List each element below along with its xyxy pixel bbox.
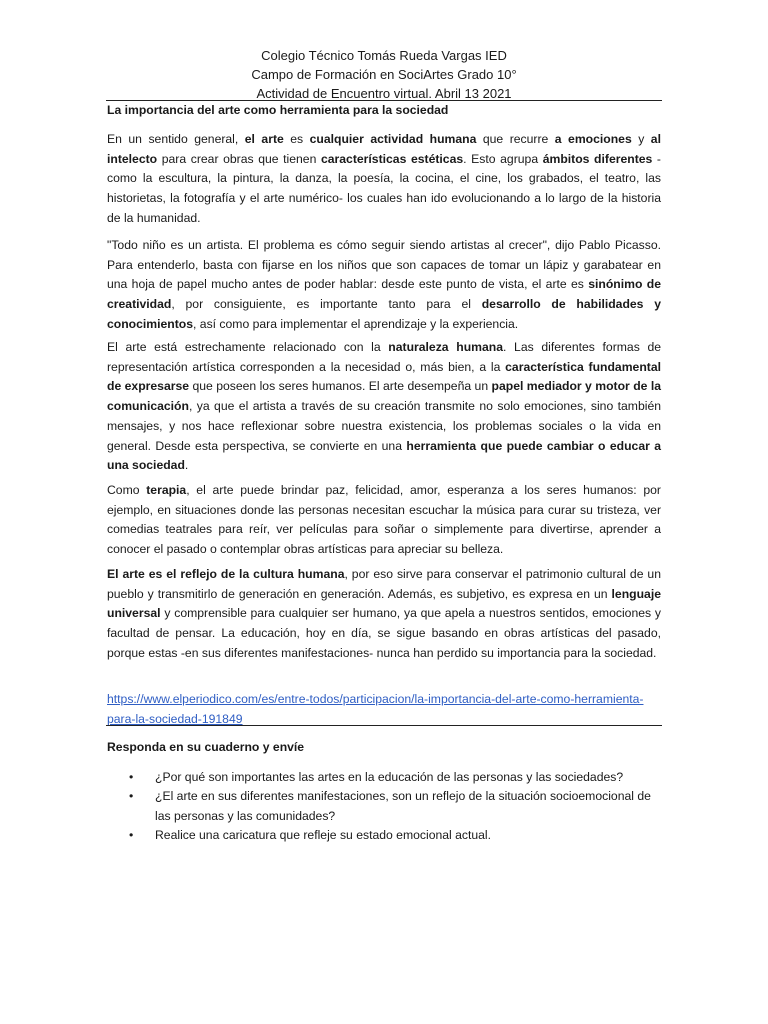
article-title: La importancia del arte como herramienta para la sociedad — [107, 103, 449, 117]
section-divider — [106, 725, 662, 726]
task-item: • ¿El arte en sus diferentes manifestaciones, son un reflejo de la situación socioemocional de las personas y las comunidades? — [129, 789, 651, 823]
task-item: • Realice una caricatura que refleje su estado emocional actual. — [107, 826, 661, 845]
paragraph-3: El arte está estrechamente relacionado con la naturaleza humana. Las diferentes formas de representación artística corresponden a la necesidad o, más bien, a la característica fundamental de expresarse que poseen los seres humanos. El arte desempeña un papel mediador y motor de la comunicación, ya que el artista a través de su creación transmite no solo emociones, sino también mensajes, y nos hace reflexionar sobre nuestra existencia, los problemas sociales o la vida en general. Desde esta perspectiva, se convierte en una herramienta que puede cambiar o educar a una sociedad. — [107, 340, 662, 473]
school-name: Colegio Técnico Tomás Rueda Vargas IED — [261, 48, 507, 63]
bullet-icon: • — [129, 827, 134, 842]
task-item: • ¿Por qué son importantes las artes en la educación de las personas y las sociedades? — [107, 768, 661, 787]
bullet-icon: • — [129, 789, 134, 804]
source-link[interactable]: https://www.elperiodico.com/es/entre-todos/participacion/la-importancia-del-arte-como-herramienta-para-la-sociedad-191849 — [107, 692, 644, 726]
bullet-icon: • — [129, 770, 134, 784]
document-header — [0, 46, 768, 103]
paragraph-4: Como terapia, el arte puede brindar paz, felicidad, amor, esperanza a los seres humanos: por ejemplo, en situaciones donde las personas necesitan escuchar la música para curar su tristeza, ver comedias teatrales para reír, ver películas para soñar o simplemente para divertirse, aprender a conocer el pasado o contemplar obras artísticas para apreciar su belleza. — [107, 483, 661, 557]
activity-date: Actividad de Encuentro virtual. Abril 13 2021 — [256, 86, 512, 101]
paragraph-1: En un sentido general, el arte es cualquier actividad humana que recurre a emociones y al intelecto para crear obras que tienen características estéticas. Esto agrupa ámbitos diferentes - como la escultura, la pintura, la danza, la poesía, la cocina, el cine, los grabados, el teatro, las historietas, la fotografía y el arte numérico- los cuales han ido evolucionando a lo largo de la historia de la humanidad. — [107, 132, 661, 225]
paragraph-5: El arte es el reflejo de la cultura humana, por eso sirve para conservar el patrimonio cultural de un pueblo y transmitirlo de generación en generación. Además, es subjetivo, es expresa en un lenguaje universal y comprensible para cualquier ser humano, ya que apela a nuestros sentidos, emociones y facultad de pensar. La educación, hoy en día, se sigue basando en obras artísticas del pasado, porque estas -en sus diferentes manifestaciones- nunca han perdido su importancia para la sociedad. — [107, 567, 661, 660]
formation-field: Campo de Formación en SociArtes Grado 10° — [251, 67, 517, 82]
paragraph-2: "Todo niño es un artista. El problema es cómo seguir siendo artistas al crecer", dijo Pablo Picasso. Para entenderlo, basta con fijarse en los niños que son capaces de tomar un lápiz y garabatear en una hoja de papel mucho antes de poder hablar: desde este punto de vista, el arte es sinónimo de creatividad, por consiguiente, es importante tanto para el desarrollo de habilidades y conocimientos, así como para implementar el aprendizaje y la experiencia. — [107, 238, 661, 331]
task-list — [107, 768, 661, 845]
respond-heading: Responda en su cuaderno y envíe — [107, 740, 305, 754]
